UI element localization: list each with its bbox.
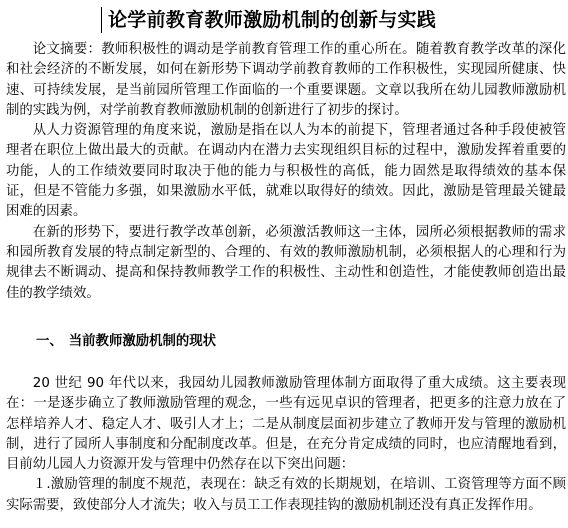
body-paragraph: 从人力资源管理的角度来说，激励是指在以人为本的前提下，管理者通过各种手段使被管理者在职位上做出最大的贡献。在调动内在潜力去实现组织目标的过程中，激励发挥着重要的功能，人的工作绩效要同时取决于他的能力与积极性的高低，能力固然是取得绩效的基本保证，但是不管能力多强，如果激励水平低，就难以取得好的绩效。因此，激励是管理最关键最困难的因素。 xyxy=(6,123,566,220)
section-heading xyxy=(36,332,216,352)
body-paragraph: 在新的形势下，要进行教学改革创新，必须激活教师这一主体，园所必须根据教师的需求和园所教育发展的特点制定新型的、合理的、有效的教师激励机制，必须根据人的心理和行为规律去不断调动、提高和保持教师教学工作的积极性、主动性和创造性，才能使教师创造出最佳的教学绩效。 xyxy=(6,224,566,301)
section-number: 一、 xyxy=(36,334,63,349)
section-title: 当前教师激励机制的现状 xyxy=(68,334,217,349)
section-body xyxy=(6,374,566,516)
body-paragraph: 20 世纪 90 年代以来，我园幼儿园教师激励管理体制方面取得了重大成绩。这主要表现在：一是逐步确立了教师激励管理的观念，一些有远见卓识的管理者，把更多的注意力放在了怎样培养人才、稳定人才、吸引人才上；二是从制度层面初步建立了教师开发与管理的激励机制，进行了园所人事制度和分配制度改革。但是，在充分肯定成绩的同时，也应清醒地看到，目前幼儿园人力资源开发与管理中仍然存在以下突出问题： xyxy=(6,376,566,473)
abstract-paragraph: 论文摘要：教师积极性的调动是学前教育管理工作的重心所在。随着教育教学改革的深化和社会经济的不断发展，如何在新形势下调动学前教育教师的工作积极性，实现园所健康、快速、可持续发展，是当前园所管理工作面临的一个重要课题。文章以我所在幼儿园教师激励机制的实践为例，对学前教育教师激励机制的创新进行了初步的探讨。 xyxy=(6,42,566,118)
text-cursor xyxy=(101,7,102,33)
list-item: １.激励管理的制度不规范，表现在：缺乏有效的长期规划，在培训、工资管理等方面不顾实际需要，致使部分人才流失；收入与员工工作表现挂钩的激励机制还没有真正发挥作用。 xyxy=(6,477,566,513)
document-title: 论学前教育教师激励机制的创新与实践 xyxy=(108,9,437,31)
title-row xyxy=(0,6,568,34)
intro-section xyxy=(6,40,566,304)
